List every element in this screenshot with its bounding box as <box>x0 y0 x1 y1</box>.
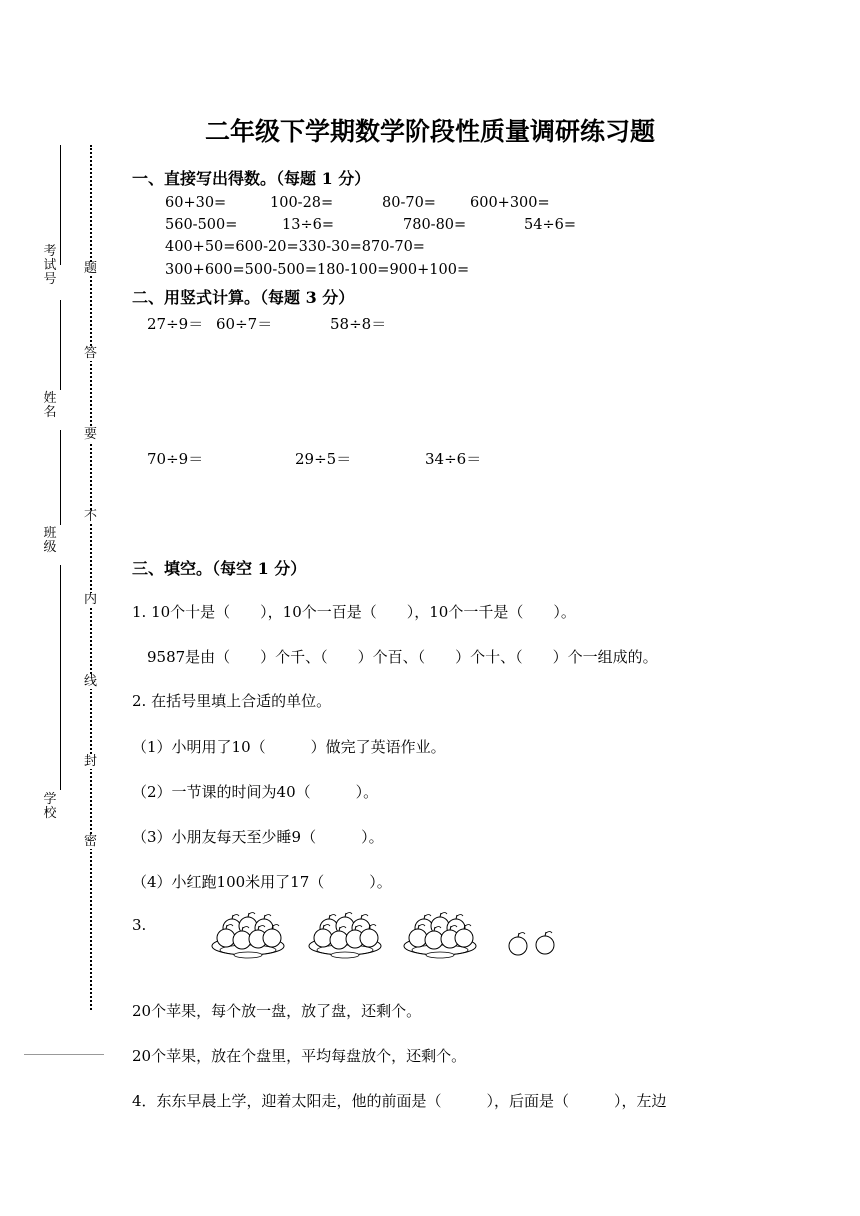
question-4: 4．东东早晨上学，迎着太阳走，他的前面是（ ），后面是（ ），左边 <box>132 1092 667 1110</box>
question-2-item: （1）小明用了10（ ）做完了英语作业。 <box>132 738 446 756</box>
apple-plates-illustration <box>205 910 575 972</box>
vertical-calc-item: 29÷5＝ <box>295 450 352 468</box>
vertical-calc-item: 60÷7＝ <box>216 315 273 333</box>
field-line <box>60 300 61 390</box>
page-title: 二年级下学期数学阶段性质量调研练习题 <box>204 117 655 146</box>
seal-char: 答 <box>84 346 98 361</box>
question-2-item: （2）一节课的时间为40（ ）。 <box>132 783 379 801</box>
vertical-calc-item: 58÷8＝ <box>330 315 387 333</box>
oral-item: 100-28= <box>270 195 334 211</box>
question-2-item: （4）小红跑100米用了17（ ）。 <box>132 873 392 891</box>
apple-plate <box>404 913 476 959</box>
name-label: 姓名 <box>43 391 57 420</box>
oral-item: 80-70= <box>382 195 436 211</box>
field-line <box>60 430 61 525</box>
vertical-calc-item: 70÷9＝ <box>147 450 204 468</box>
section3-heading: 三、填空。（每空 1 分） <box>132 559 307 578</box>
vertical-calc-item: 27÷9＝ <box>147 315 204 333</box>
question-1a: 1. 10个十是（ ），10个一百是（ ），10个一千是（ ）。 <box>132 603 576 621</box>
apple-plate <box>309 913 381 959</box>
seal-char: 要 <box>84 427 98 442</box>
section1-heading: 一、直接写出得数。（每题 1 分） <box>132 169 371 188</box>
seal-char: 题 <box>84 261 98 276</box>
oral-item: 13÷6= <box>282 217 334 233</box>
field-line <box>60 565 61 790</box>
seal-char: 密 <box>84 834 98 849</box>
school-label: 学校 <box>43 792 57 821</box>
oral-item: 780-80= <box>403 217 467 233</box>
loose-apples <box>509 932 554 956</box>
field-line <box>60 145 61 265</box>
oral-item: 560-500= <box>165 217 238 233</box>
question-2: 2. 在括号里填上合适的单位。 <box>132 692 332 710</box>
exam-number-label: 考试号 <box>43 244 57 287</box>
oral-row: 300+600=500-500=180-100=900+100= <box>165 262 470 278</box>
question-2-item: （3）小朋友每天至少睡9（ ）。 <box>132 828 384 846</box>
seal-char: 内 <box>84 592 98 607</box>
oral-item: 54÷6= <box>524 217 576 233</box>
seal-char: 不 <box>84 509 98 524</box>
seal-char: 封 <box>84 754 98 769</box>
question-1b: 9587是由（ ）个千、（ ）个百、（ ）个十、（ ）个一组成的。 <box>147 648 658 666</box>
question-3a: 20个苹果，每个放一盘，放了盘，还剩个。 <box>132 1002 422 1020</box>
question-3b: 20个苹果，放在个盘里，平均每盘放个，还剩个。 <box>132 1047 467 1065</box>
vertical-calc-item: 34÷6＝ <box>425 450 482 468</box>
margin-divider <box>24 1054 104 1055</box>
question-3-label: 3. <box>132 916 147 934</box>
apple-plate <box>212 913 284 959</box>
class-label: 班级 <box>43 526 57 555</box>
oral-row: 400+50=600-20=330-30=870-70= <box>165 239 425 255</box>
oral-item: 60+30= <box>165 195 227 211</box>
section2-heading: 二、用竖式计算。（每题 3 分） <box>132 288 355 307</box>
oral-item: 600+300= <box>470 195 550 211</box>
seal-char: 线 <box>84 674 98 689</box>
